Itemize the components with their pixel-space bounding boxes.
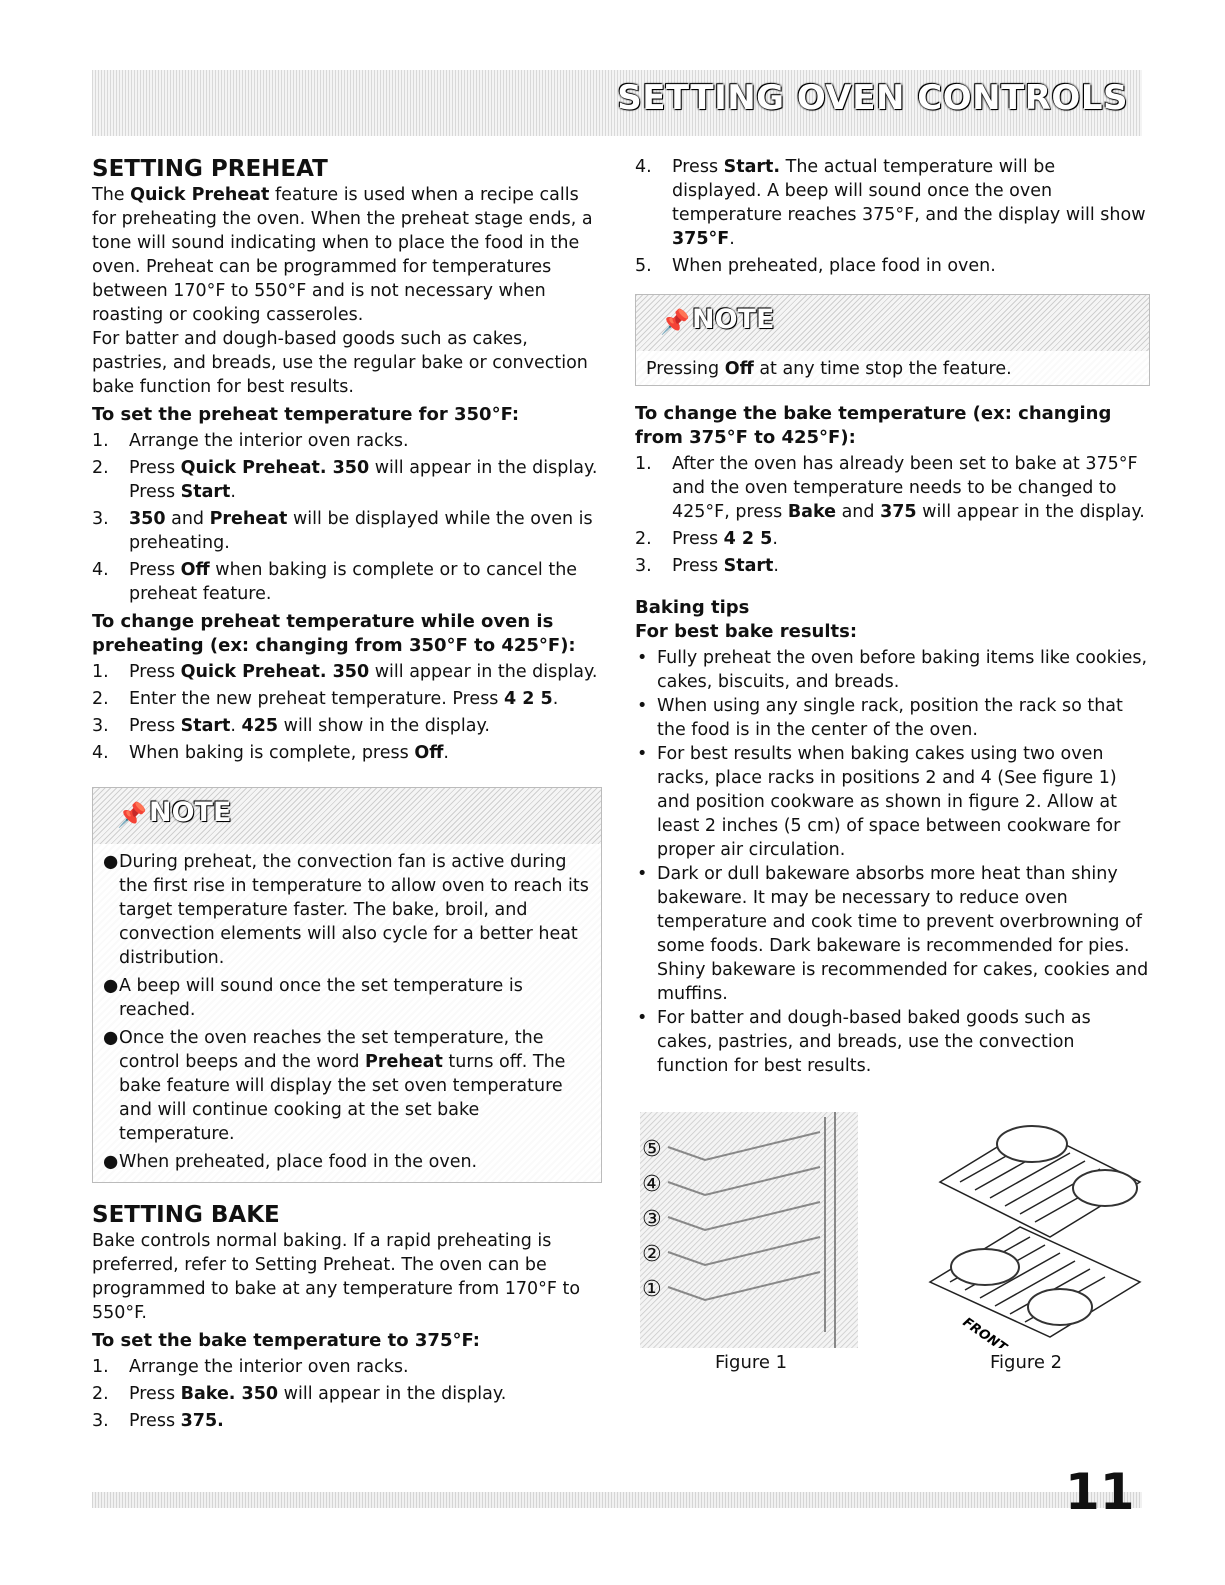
- bake-change-heading: To change the bake temperature (ex: changing from 375°F to 425°F):: [635, 403, 1112, 448]
- note-header: [636, 295, 1149, 351]
- rack-position-4: ④: [642, 1172, 662, 1197]
- note-header: [93, 788, 601, 844]
- preheat-set-steps: [92, 429, 602, 606]
- list-item: 4. Press Start. The actual temperature will be displayed. A beep will sound once the oven temperature reaches 375°F, and the display will show 375°F.: [635, 157, 1146, 249]
- list-item: 4. When baking is complete, press Off.: [92, 743, 449, 763]
- figures: [640, 1112, 1160, 1392]
- bake-intro: Bake controls normal baking. If a rapid preheating is preferred, refer to Setting Preheat. The oven can be programmed to bake at any temperature from 170°F to 550°F.: [92, 1231, 581, 1323]
- list-item: • Dark or dull bakeware absorbs more heat than shiny bakeware. It may be necessary to reduce oven temperature and cook time to prevent overbrowning of some foods. Dark bakeware is recommended for pies. Shiny bakeware is recommended for cakes, cookies and muffins.: [637, 864, 1149, 1004]
- preheat-set-heading: To set the preheat temperature for 350°F:: [92, 404, 520, 425]
- list-item: 1. Arrange the interior oven racks.: [92, 1357, 409, 1377]
- list-item: • For batter and dough-based baked goods such as cakes, pastries, and breads, use the convection function for best results.: [637, 1008, 1091, 1076]
- preheat-intro: The Quick Preheat feature is used when a recipe calls for preheating the oven. When the preheat stage ends, a tone will sound indicating when to place the food in the oven. Preheat can be programmed for temperatures between 170°F to 550°F and is not necessary when roasting or cooking casseroles.: [92, 185, 593, 325]
- list-item: • Fully preheat the oven before baking items like cookies, cakes, biscuits, and breads.: [637, 648, 1148, 692]
- note-label: NOTE: [149, 797, 232, 828]
- list-item: ● During preheat, the convection fan is active during the first rise in temperature to allow oven to reach its target temperature faster. The bake, broil, and convection elements will also cycle for a better heat distribution.: [103, 852, 589, 968]
- note-box-preheat: [92, 787, 602, 1183]
- note-label: NOTE: [692, 304, 775, 335]
- list-item: 2. Press Bake. 350 will appear in the display.: [92, 1384, 507, 1404]
- list-item: 2. Press Quick Preheat. 350 will appear in the display. Press Start.: [92, 458, 598, 502]
- list-item: • For best results when baking cakes using two oven racks, place racks in positions 2 and 4 (See figure 1) and position cookware as shown in figure 2. Allow at least 2 inches (5 cm) of space between cookware for proper air circulation.: [637, 744, 1121, 860]
- rack-position-1: ①: [642, 1277, 662, 1302]
- bake-set-heading: To set the bake temperature to 375°F:: [92, 1330, 480, 1351]
- note-body: [93, 844, 601, 1182]
- header-banner: [92, 70, 1142, 136]
- bake-change-steps: [635, 452, 1150, 578]
- page-title: SETTING OVEN CONTROLS: [617, 78, 1128, 118]
- figure-1-caption: Figure 1: [715, 1352, 788, 1373]
- list-item: 1. Arrange the interior oven racks.: [92, 431, 409, 451]
- baking-tips-heading: Baking tips: [635, 597, 750, 618]
- left-column: [92, 155, 602, 1436]
- front-label: FRONT: [959, 1314, 1010, 1348]
- baking-tips-list: [635, 646, 1150, 1078]
- rack-position-3: ③: [642, 1207, 662, 1232]
- list-item: 3. 350 and Preheat will be displayed while the oven is preheating.: [92, 509, 593, 553]
- note-body: Pressing Off at any time stop the feature.: [636, 351, 1149, 385]
- list-item: ● When preheated, place food in the oven.: [103, 1152, 478, 1172]
- figure-2-caption: Figure 2: [990, 1352, 1063, 1373]
- pushpin-icon: 📌: [660, 308, 690, 336]
- list-item: 1. Press Quick Preheat. 350 will appear in the display.: [92, 662, 598, 682]
- page-number: 11: [1065, 1463, 1135, 1521]
- note-box-bake: [635, 294, 1150, 386]
- list-item: 2. Press 4 2 5.: [635, 529, 778, 549]
- baking-tips-subheading: For best bake results:: [635, 621, 858, 642]
- footer-bar: [92, 1492, 1142, 1508]
- rack-position-5: ⑤: [642, 1137, 662, 1162]
- list-item: 3. Press Start. 425 will show in the display.: [92, 716, 490, 736]
- section-heading-preheat: SETTING PREHEAT: [92, 156, 328, 182]
- list-item: 4. Press Off when baking is complete or to cancel the preheat feature.: [92, 560, 578, 604]
- bake-set-steps-continued: [635, 155, 1150, 278]
- preheat-intro-2: For batter and dough-based goods such as cakes, pastries, and breads, use the regular bake or convection bake function for best results.: [92, 329, 588, 397]
- bake-set-steps: [92, 1355, 602, 1433]
- pushpin-icon: 📌: [117, 801, 147, 829]
- list-item: 1. After the oven has already been set to bake at 375°F and the oven temperature needs to be changed to 425°F, press Bake and 375 will appear in the display.: [635, 454, 1145, 522]
- right-column: [635, 155, 1150, 1078]
- list-item: 5. When preheated, place food in oven.: [635, 256, 996, 276]
- figure-2-pan-placement: [920, 1112, 1160, 1348]
- list-item: 3. Press Start.: [635, 556, 779, 576]
- figure-1-rack-positions: [640, 1112, 858, 1348]
- rack-position-2: ②: [642, 1242, 662, 1267]
- list-item: • When using any single rack, position the rack so that the food is in the center of the oven.: [637, 696, 1123, 740]
- list-item: ● Once the oven reaches the set temperature, the control beeps and the word Preheat turns off. The bake feature will display the set oven temperature and will continue cooking at the set bake temperature.: [103, 1028, 566, 1144]
- list-item: 3. Press 375.: [92, 1411, 224, 1431]
- list-item: ● A beep will sound once the set temperature is reached.: [103, 976, 523, 1020]
- section-heading-bake: SETTING BAKE: [92, 1202, 280, 1228]
- preheat-change-heading: To change preheat temperature while oven is preheating (ex: changing from 350°F to 425°F):: [92, 611, 576, 656]
- preheat-change-steps: [92, 660, 602, 765]
- list-item: 2. Enter the new preheat temperature. Press 4 2 5.: [92, 689, 559, 709]
